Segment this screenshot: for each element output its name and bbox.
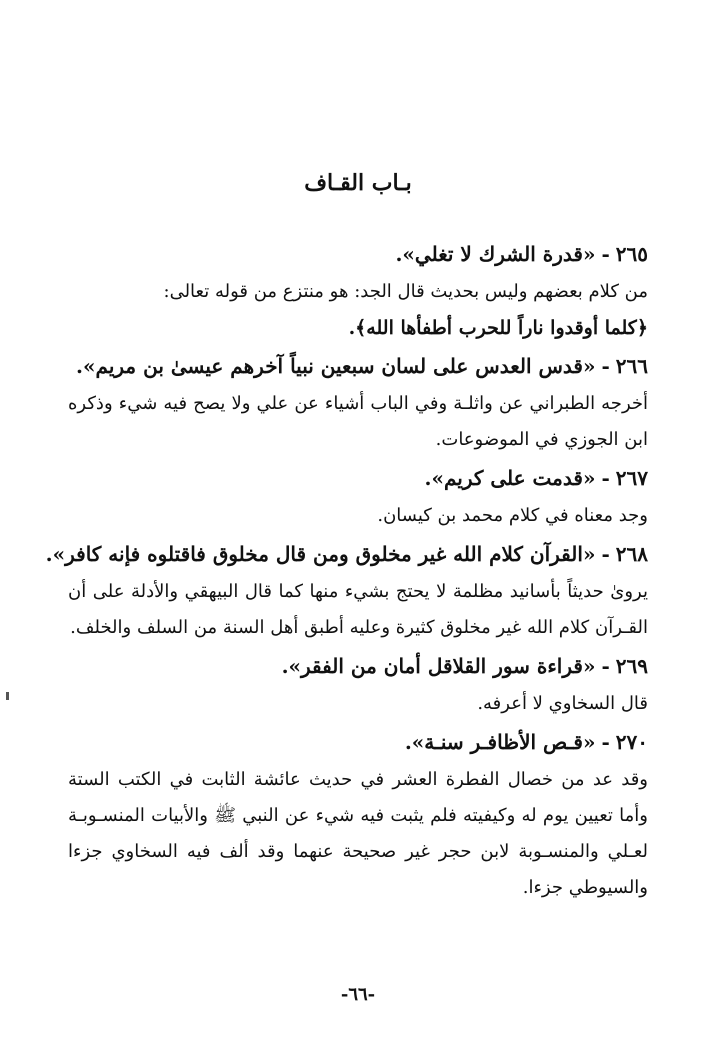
entry-dash: - bbox=[601, 466, 610, 490]
entry-body: من كلام بعضهم وليس بحديث قال الجد: هو منتزع من قوله تعالى: bbox=[163, 281, 648, 302]
entry-heading bbox=[68, 234, 648, 274]
entry-body: وقد عد من خصال الفطرة العشر في حديث عائشة الثابت في الكتب الستة وأما تعيين يوم له وكيفيته فلم يثبت فيه شيء عن النبي ﷺ والأبيات المنسـوبـة لعـلي والمنسـوبة لابن حجر غير صحيحة عنهما وقد ألف فيه السخاوي جزءا والسيوطي جزءا. bbox=[68, 769, 648, 898]
entry-title: «قدرة الشرك لا تغلي». bbox=[395, 242, 596, 266]
entry-number: ٢٦٧ bbox=[615, 466, 648, 490]
entry-270 bbox=[68, 722, 648, 906]
entry-number: ٢٧٠ bbox=[615, 730, 648, 754]
entry-title: «القرآن كلام الله غير مخلوق ومن قال مخلوق فاقتلوه فإنه كافر». bbox=[45, 542, 596, 566]
entry-dash: - bbox=[601, 730, 610, 754]
entry-title: «قدمت على كريم». bbox=[424, 466, 596, 490]
entry-body: قال السخاوي لا أعرفه. bbox=[477, 693, 648, 714]
entry-266 bbox=[68, 346, 648, 458]
entry-heading bbox=[45, 534, 648, 574]
entry-body: يروىٰ حديثاً بأسانيد مظلمة لا يحتج بشيء منها كما قال البيهقي والأدلة على أن القـرآن كلام الله غير مخلوق كثيرة وعليه أطبق أهل السنة من السلف والخلف. bbox=[68, 581, 648, 638]
entry-heading bbox=[68, 722, 648, 762]
entry-dash: - bbox=[601, 354, 610, 378]
entry-heading bbox=[68, 346, 648, 386]
page-number: -٦٦- bbox=[340, 984, 376, 1005]
entry-265 bbox=[68, 234, 648, 346]
entries-list bbox=[45, 234, 648, 906]
entry-268 bbox=[45, 534, 648, 646]
document-page bbox=[45, 0, 648, 1056]
entry-number: ٢٦٨ bbox=[615, 542, 648, 566]
entry-body: أخرجه الطبراني عن واثلـة وفي الباب أشياء عن علي ولا يصح فيه شيء وذكره ابن الجوزي في الموضوعات. bbox=[68, 393, 648, 450]
entry-number: ٢٦٩ bbox=[615, 654, 648, 678]
entry-body: وجد معناه في كلام محمد بن كيسان. bbox=[377, 505, 648, 526]
entry-title: «قراءة سور القلاقل أمان من الفقر». bbox=[281, 654, 596, 678]
entry-heading bbox=[68, 646, 648, 686]
entry-number: ٢٦٥ bbox=[615, 242, 648, 266]
entry-dash: - bbox=[601, 542, 610, 566]
quran-quote: ﴿كلما أوقدوا ناراً للحرب أطفأها الله﴾. bbox=[348, 317, 648, 339]
entry-267 bbox=[68, 458, 648, 534]
entry-number: ٢٦٦ bbox=[615, 354, 648, 378]
chapter-title: بـاب القـاف bbox=[304, 170, 412, 196]
entry-dash: - bbox=[601, 242, 610, 266]
entry-heading bbox=[68, 458, 648, 498]
entry-269 bbox=[68, 646, 648, 722]
margin-mark bbox=[6, 692, 9, 700]
entry-title: «قـص الأظافـر سنـة». bbox=[404, 730, 596, 754]
entry-title: «قدس العدس على لسان سبعين نبياً آخرهم عيسىٰ بن مريم». bbox=[76, 354, 596, 378]
entry-dash: - bbox=[601, 654, 610, 678]
